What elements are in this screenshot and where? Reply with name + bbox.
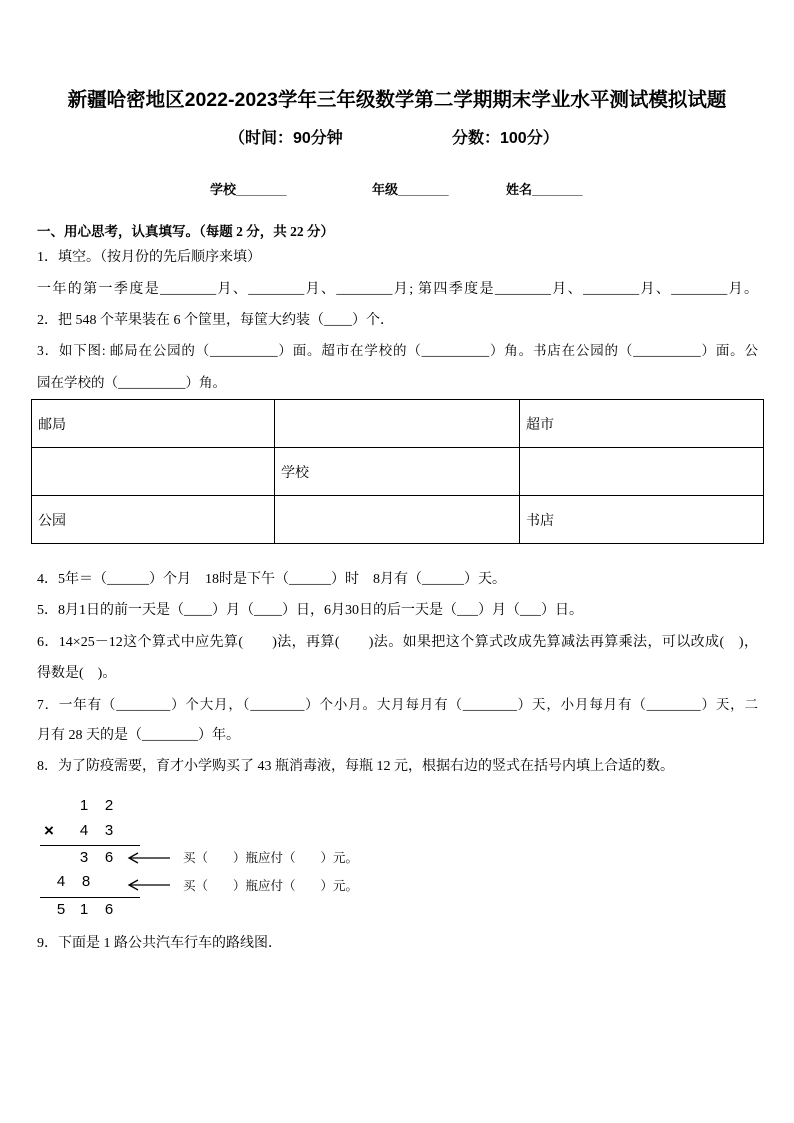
calc-rule <box>40 845 140 846</box>
calc-digit: 5 <box>56 901 66 918</box>
question-6-line-1: 6．14×25－12这个算式中应先算( )法，再算( )法。如果把这个算式改成先算减法再算乘法，可以改成( )， <box>37 635 758 650</box>
calc-rule <box>40 897 140 898</box>
calc-digit: 3 <box>79 849 89 866</box>
calc-note: 买（ ）瓶应付（ ）元。 <box>183 851 359 865</box>
grid-row <box>32 448 764 496</box>
question-6-line-2: 得数是( )。 <box>37 666 117 681</box>
grid-cell <box>520 448 764 496</box>
question-3-line-1: 3．如下图: 邮局在公园的（__________）面。超市在学校的（__________）角。书店在公园的（__________）面。公 <box>37 343 758 358</box>
question-1-line-2: 一年的第一季度是________月、________月、________月; 第四季度是________月、________月、________月。 <box>37 282 758 297</box>
calc-digit: 6 <box>104 849 114 866</box>
grid-cell: 邮局 <box>32 400 275 448</box>
grid-row <box>32 496 764 544</box>
arrow-left-icon <box>126 879 172 891</box>
calc-digit: 1 <box>79 797 89 814</box>
calc-note: 买（ ）瓶应付（ ）元。 <box>183 879 359 893</box>
grade-field: 年级_______ <box>372 182 449 197</box>
school-field: 学校_______ <box>210 182 287 197</box>
grid-cell: 超市 <box>520 400 764 448</box>
question-7-line-2: 月有 28 天的是（________）年。 <box>37 728 240 743</box>
grid-cell: 书店 <box>520 496 764 544</box>
calc-digit: 4 <box>79 822 89 839</box>
exam-title: 新疆哈密地区2022-2023学年三年级数学第二学期期末学业水平测试模拟试题 <box>67 89 727 111</box>
arrow-left-icon <box>126 852 172 864</box>
grid-row <box>32 400 764 448</box>
question-3-line-2: 园在学校的（__________）角。 <box>37 375 226 390</box>
grid-cell <box>32 448 275 496</box>
question-8: 8．为了防疫需要，育才小学购买了 43 瓶消毒液，每瓶 12 元，根据右边的竖式在括号内填上合适的数。 <box>37 759 674 774</box>
calc-digit: 4 <box>56 873 66 890</box>
location-grid <box>31 399 764 544</box>
exam-score: 分数：100分） <box>452 130 559 147</box>
calc-digit: 6 <box>104 901 114 918</box>
section-heading: 一、用心思考，认真填写。（每题 2 分，共 22 分） <box>37 224 334 239</box>
question-4: 4．5年＝（______）个月 18时是下午（______）时 8月有（______）天。 <box>37 572 506 587</box>
question-1-line-1: 1．填空。（按月份的先后顺序来填） <box>37 250 261 265</box>
calc-digit: 2 <box>104 797 114 814</box>
question-2: 2．把 548 个苹果装在 6 个筐里，每筐大约装（____）个． <box>37 313 394 328</box>
calc-digit: 3 <box>104 822 114 839</box>
exam-time: （时间：90分钟 <box>229 130 343 147</box>
name-field: 姓名_______ <box>506 182 583 197</box>
question-5: 5．8月1日的前一天是（____）月（____）日，6月30日的后一天是（___）月（___）日。 <box>37 603 583 618</box>
calc-digit: 8 <box>81 873 91 890</box>
grid-cell: 学校 <box>275 448 520 496</box>
question-9: 9．下面是 1 路公共汽车行车的路线图． <box>37 936 282 951</box>
grid-cell <box>275 496 520 544</box>
grid-cell: 公园 <box>32 496 275 544</box>
calc-digit: 1 <box>79 901 89 918</box>
multiply-sign: × <box>44 821 54 840</box>
question-7-line-1: 7．一年有（________）个大月，（________）个小月。大月每月有（________）天，小月每月有（________）天，二 <box>37 697 758 712</box>
grid-cell <box>275 400 520 448</box>
